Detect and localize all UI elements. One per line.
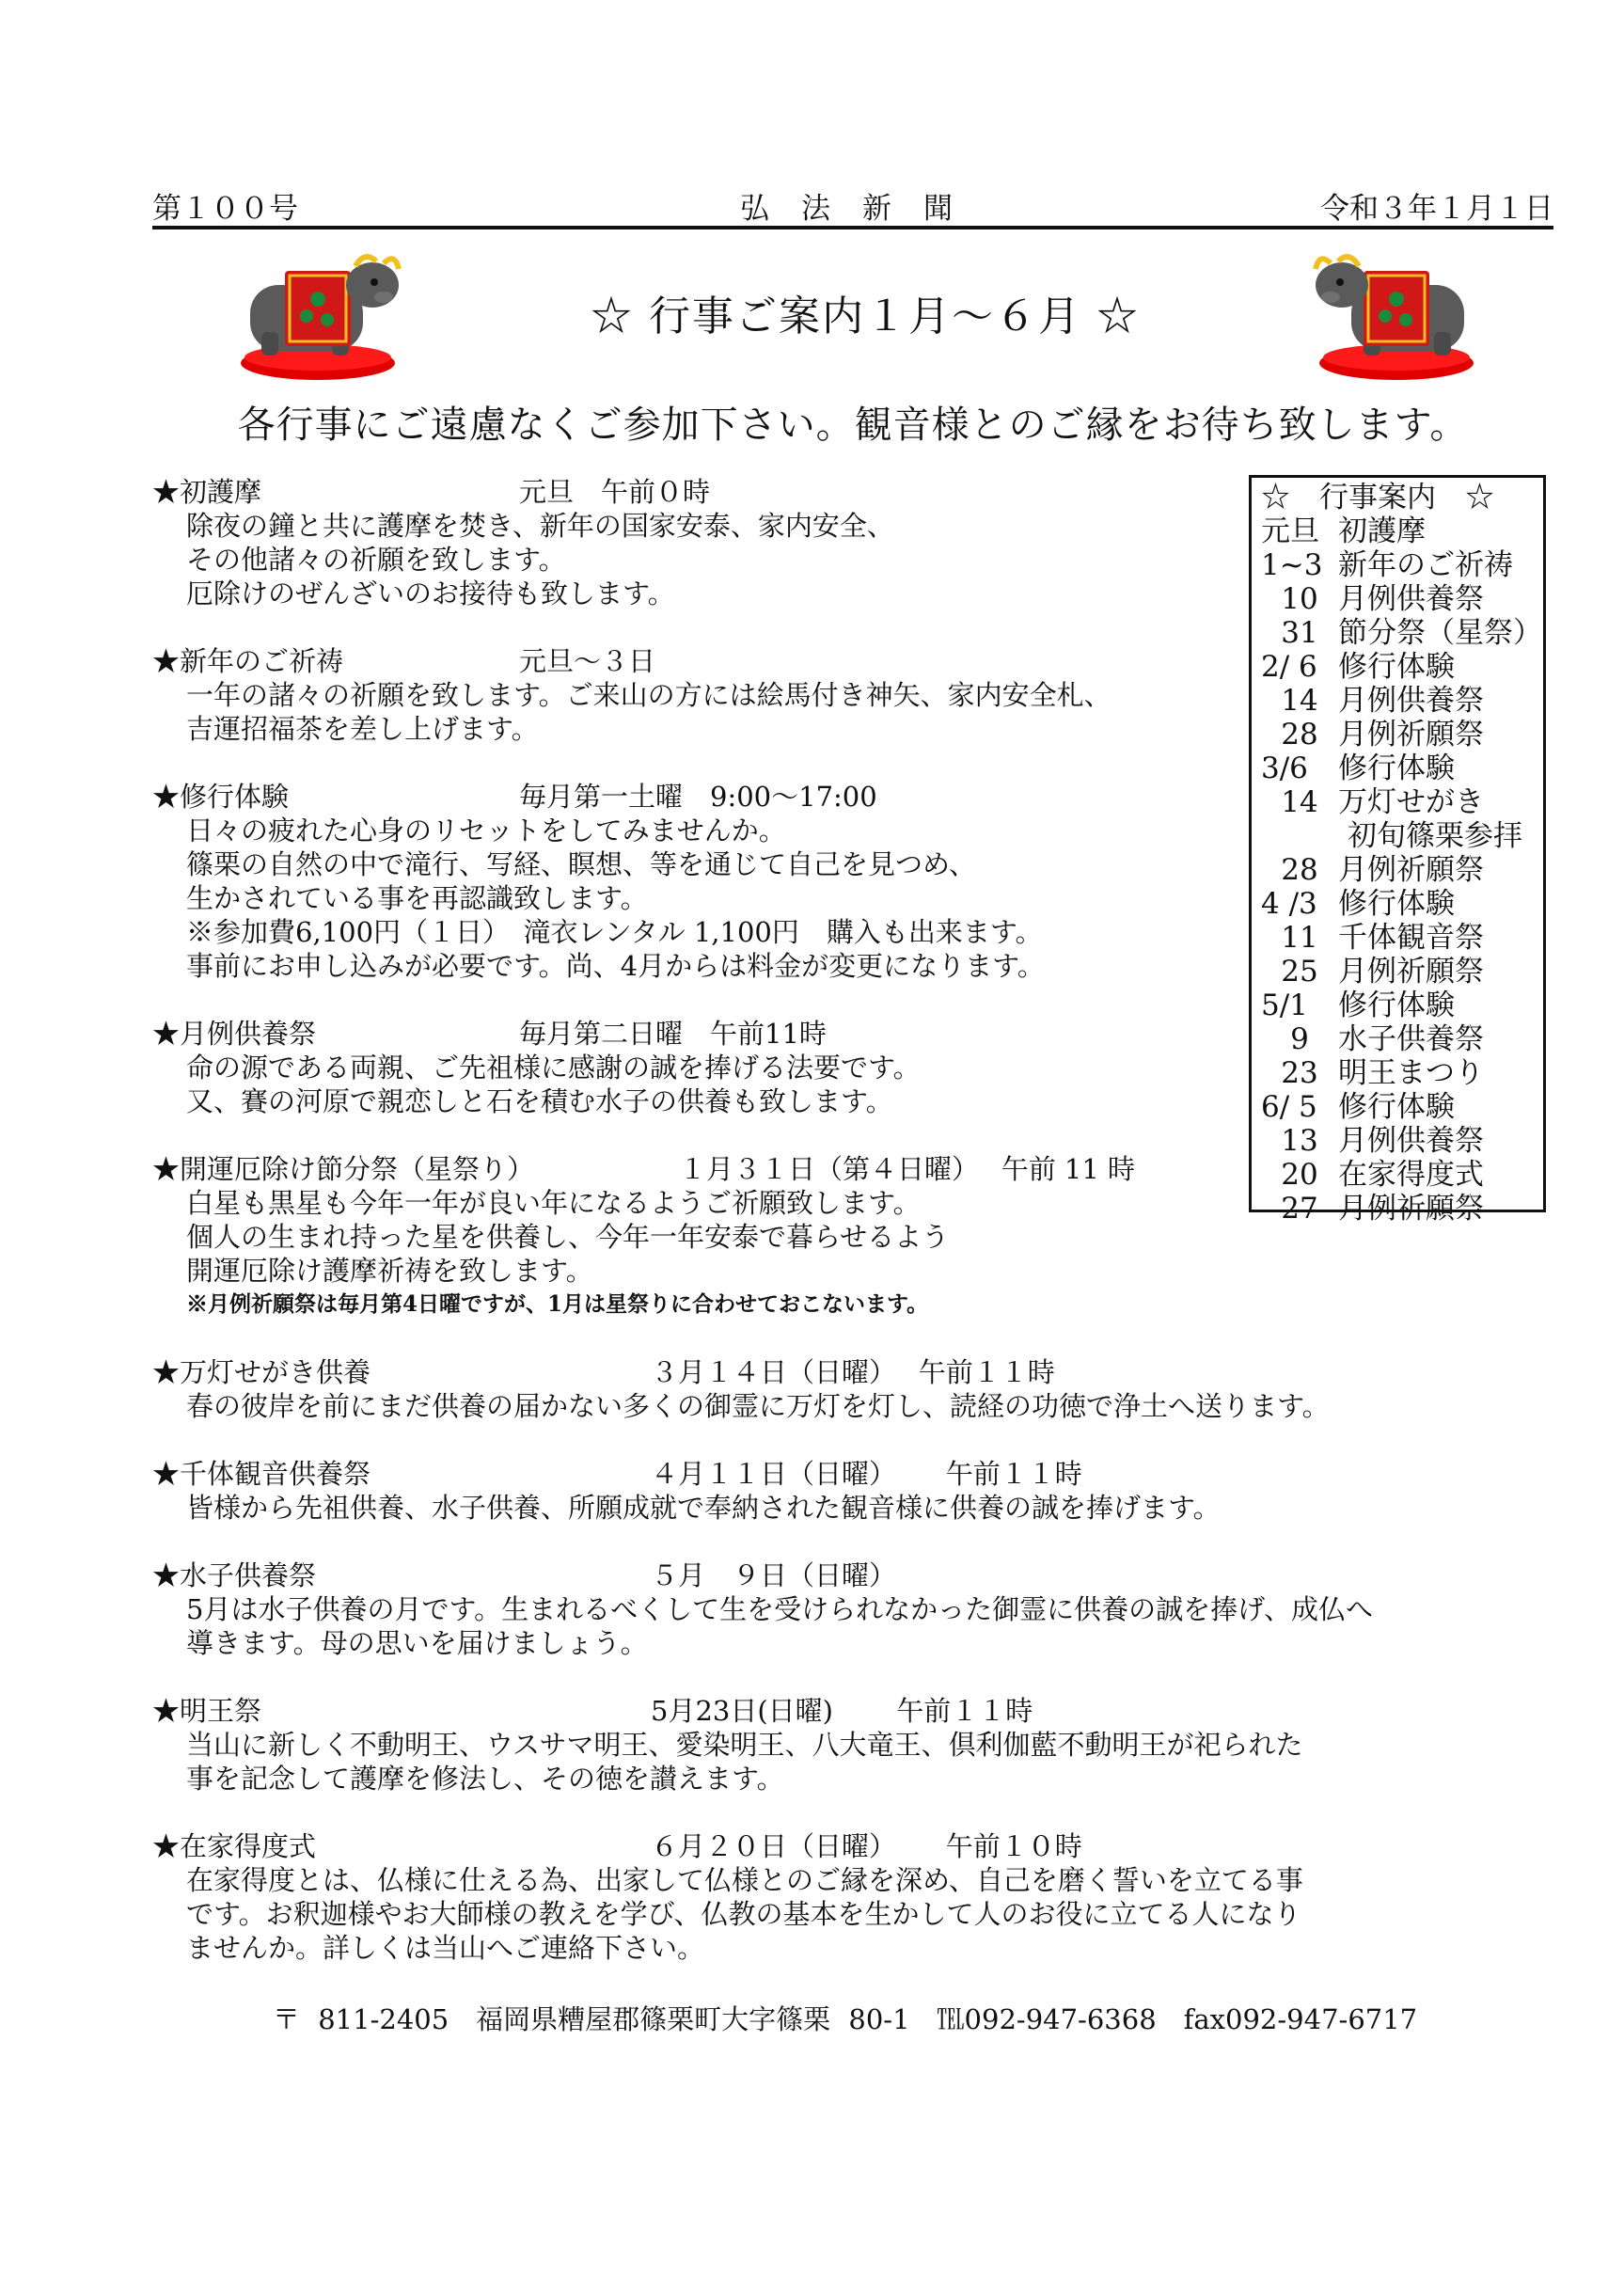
event-description-line: 篠栗の自然の中で滝行、写経、瞑想、等を通じて自己を見つめ、 xyxy=(186,848,976,880)
schedule-row xyxy=(1261,989,1543,1022)
schedule-event: 修行体験 xyxy=(1338,887,1455,921)
issue-number: 第１００号 xyxy=(152,192,298,226)
schedule-event: 明王まつり xyxy=(1338,1056,1484,1090)
event-heading xyxy=(152,1558,1563,1592)
schedule-row xyxy=(1261,955,1543,989)
event-description-line: 白星も黒星も今年一年が良い年になるようご祈願致します。 xyxy=(186,1187,921,1219)
event-note: ※月例祈願祭は毎月第4日曜ですが、1月は星祭りに合わせておこないます。 xyxy=(186,1291,929,1317)
schedule-date: 4 /3 xyxy=(1261,887,1317,921)
schedule-date: 9 xyxy=(1290,1022,1309,1056)
schedule-row xyxy=(1261,1090,1543,1124)
event-datetime: 元旦 午前０時 xyxy=(519,476,711,508)
event-datetime: ５月 ９日（日曜） xyxy=(651,1559,897,1591)
schedule-event: 修行体験 xyxy=(1338,650,1455,684)
event-heading xyxy=(152,1457,1563,1491)
schedule-date: 6/ 5 xyxy=(1261,1090,1317,1124)
event-heading xyxy=(152,1829,1563,1863)
event-description-line: ませんか。詳しくは当山へご連絡下さい。 xyxy=(186,1932,705,1964)
schedule-event: 初旬篠栗参拝 xyxy=(1348,819,1522,853)
page-title: ☆ 行事ご案内１月～６月 ☆ xyxy=(591,293,1140,340)
schedule-event: 月例供養祭 xyxy=(1338,684,1484,718)
event-name: ★月例供養祭 xyxy=(152,1018,317,1050)
schedule-date: 元旦 xyxy=(1261,514,1319,548)
schedule-date: 27 xyxy=(1281,1192,1318,1226)
schedule-box-title: ☆ 行事案内 ☆ xyxy=(1261,481,1494,514)
schedule-date: 1~3 xyxy=(1261,548,1323,582)
schedule-row xyxy=(1261,1192,1543,1226)
schedule-row xyxy=(1261,1124,1543,1158)
event-name: ★修行体験 xyxy=(152,781,290,813)
schedule-box xyxy=(1249,475,1546,1226)
schedule-date: 2/ 6 xyxy=(1261,650,1317,684)
event-description-line: 厄除けのぜんざいのお接待も致します。 xyxy=(186,577,675,609)
footer-address: 〒 811-2405 福岡県糟屋郡篠栗町大字篠栗 80-1 ℡092-947-6368 fax092-947-6717 xyxy=(273,2003,1418,2035)
schedule-row xyxy=(1261,853,1543,887)
event-description-line: 除夜の鐘と共に護摩を焚き、新年の国家安泰、家内安全、 xyxy=(186,510,894,542)
event-description-line: 生かされている事を再認識致します。 xyxy=(186,882,648,914)
schedule-event: 修行体験 xyxy=(1338,989,1455,1022)
schedule-event: 初護摩 xyxy=(1338,514,1426,548)
event-name: ★開運厄除け節分祭（星祭り） xyxy=(152,1153,535,1185)
schedule-row xyxy=(1261,1158,1543,1192)
schedule-row xyxy=(1261,751,1543,785)
schedule-date: 10 xyxy=(1281,582,1318,616)
event-datetime: 毎月第一土曜 9:00～17:00 xyxy=(519,781,877,813)
event-item xyxy=(152,1457,1563,1525)
schedule-event: 月例祈願祭 xyxy=(1338,853,1484,887)
event-datetime: ４月１１日（日曜） 午前１１時 xyxy=(651,1458,1082,1490)
schedule-date: 5/1 xyxy=(1261,989,1308,1022)
schedule-date: 20 xyxy=(1281,1158,1318,1192)
schedule-event: 在家得度式 xyxy=(1338,1158,1484,1192)
schedule-row xyxy=(1261,921,1543,955)
schedule-date: 28 xyxy=(1281,853,1318,887)
event-datetime: 5月23日(日曜) 午前１１時 xyxy=(651,1695,1033,1727)
schedule-row xyxy=(1261,1022,1543,1056)
schedule-row xyxy=(1261,514,1543,548)
schedule-event: 修行体験 xyxy=(1338,751,1455,785)
event-heading xyxy=(152,1694,1563,1728)
event-description-line: 命の源である両親、ご先祖様に感謝の誠を捧げる法要です。 xyxy=(186,1052,921,1084)
event-description-line: その他諸々の祈願を致します。 xyxy=(186,544,566,576)
event-description-line: 在家得度とは、仏様に仕える為、出家して仏様とのご縁を深め、自己を磨く誓いを立てる事 xyxy=(186,1864,1303,1896)
event-description-line: 吉運招福茶を差し上げます。 xyxy=(186,713,539,745)
event-description-line: 導きます。母の思いを届けましょう。 xyxy=(186,1627,648,1659)
event-description-line: 個人の生まれ持った星を供養し、今年一年安泰で暮らせるよう xyxy=(186,1221,950,1253)
event-datetime: ６月２０日（日曜） 午前１０時 xyxy=(651,1830,1082,1862)
schedule-date: 3/6 xyxy=(1261,751,1308,785)
schedule-date: 28 xyxy=(1281,718,1318,751)
event-description-line: ※参加費6,100円（１日） 滝衣レンタル 1,100円 購入も出来ます。 xyxy=(186,916,1043,948)
event-name: ★新年のご祈祷 xyxy=(152,645,344,677)
schedule-event: 月例祈願祭 xyxy=(1338,718,1484,751)
schedule-row xyxy=(1261,582,1543,616)
event-item xyxy=(152,1558,1563,1660)
event-item xyxy=(152,1694,1563,1796)
schedule-event: 節分祭（星祭） xyxy=(1338,616,1542,650)
event-description-line: 当山に新しく不動明王、ウスサマ明王、愛染明王、八大竜王、倶利伽藍不動明王が祀られた xyxy=(186,1729,1303,1761)
issue-date: 令和３年１月１日 xyxy=(1320,192,1553,226)
event-datetime: ３月１４日（日曜） 午前１１時 xyxy=(651,1356,1055,1388)
schedule-date: 23 xyxy=(1281,1056,1318,1090)
schedule-date: 13 xyxy=(1281,1124,1318,1158)
page-subtitle: 各行事にご遠慮なくご参加下さい。観音様とのご縁をお待ち致します。 xyxy=(237,403,1469,447)
event-description-line: 日々の疲れた心身のリセットをしてみませんか。 xyxy=(186,815,786,846)
event-name: ★在家得度式 xyxy=(152,1830,317,1862)
event-item xyxy=(152,1355,1563,1423)
schedule-date: 14 xyxy=(1281,785,1318,819)
schedule-row xyxy=(1261,650,1543,684)
schedule-row xyxy=(1261,684,1543,718)
event-datetime: 毎月第二日曜 午前11時 xyxy=(519,1018,827,1050)
event-name: ★明王祭 xyxy=(152,1695,262,1727)
schedule-date: 25 xyxy=(1281,955,1318,989)
event-name: ★水子供養祭 xyxy=(152,1559,317,1591)
schedule-row xyxy=(1261,1056,1543,1090)
event-description-line: 開運厄除け護摩祈祷を致します。 xyxy=(186,1255,593,1287)
newsletter-header xyxy=(152,184,1553,229)
schedule-date: 14 xyxy=(1281,684,1318,718)
event-heading xyxy=(152,1355,1563,1389)
schedule-event: 修行体験 xyxy=(1338,1090,1455,1124)
schedule-date: 31 xyxy=(1281,616,1318,650)
event-datetime: １月３１日（第４日曜） 午前 11 時 xyxy=(679,1153,1136,1185)
ox-illustration-right xyxy=(1312,243,1481,384)
event-description-line: 一年の諸々の祈願を致します。ご来山の方には絵馬付き神矢、家内安全札、 xyxy=(186,679,1112,711)
schedule-row xyxy=(1261,548,1543,582)
schedule-date: 11 xyxy=(1281,921,1318,955)
schedule-row xyxy=(1261,616,1543,650)
event-description-line: 事を記念して護摩を修法し、その徳を讃えます。 xyxy=(186,1763,784,1795)
event-description-line: 春の彼岸を前にまだ供養の届かない多くの御霊に万灯を灯し、読経の功徳で浄土へ送ります。 xyxy=(186,1390,1330,1422)
schedule-event: 月例供養祭 xyxy=(1338,582,1484,616)
event-description-line: 皆様から先祖供養、水子供養、所願成就で奉納された観音様に供養の誠を捧げます。 xyxy=(186,1492,1221,1524)
schedule-event: 水子供養祭 xyxy=(1338,1022,1484,1056)
schedule-event: 千体観音祭 xyxy=(1338,921,1484,955)
event-description-line: です。お釈迦様やお大師様の教えを学び、仏教の基本を生かして人のお役に立てる人になり xyxy=(186,1898,1301,1930)
event-description-line: 事前にお申し込みが必要です。尚、4月からは料金が変更になります。 xyxy=(186,950,1045,982)
ox-illustration-left xyxy=(233,243,402,384)
event-description-line: 又、賽の河原で親恋しと石を積む水子の供養も致します。 xyxy=(186,1085,893,1117)
event-datetime: 元旦～３日 xyxy=(519,645,656,677)
event-description-line: 5月は水子供養の月です。生まれるべくして生を受けられなかった御霊に供養の誠を捧げ、成仏へ xyxy=(186,1593,1373,1625)
schedule-row xyxy=(1261,785,1543,819)
schedule-event: 月例祈願祭 xyxy=(1338,1192,1484,1226)
schedule-event: 新年のご祈祷 xyxy=(1338,548,1513,582)
event-item xyxy=(152,1829,1563,1965)
event-name: ★千体観音供養祭 xyxy=(152,1458,371,1490)
schedule-row xyxy=(1261,819,1543,853)
schedule-event: 万灯せがき xyxy=(1338,785,1484,819)
newsletter-name: 弘法新聞 xyxy=(740,192,985,226)
schedule-event: 月例祈願祭 xyxy=(1338,955,1484,989)
schedule-row xyxy=(1261,718,1543,751)
event-name: ★万灯せがき供養 xyxy=(152,1356,371,1388)
schedule-row xyxy=(1261,887,1543,921)
event-name: ★初護摩 xyxy=(152,476,262,508)
schedule-event: 月例供養祭 xyxy=(1338,1124,1484,1158)
